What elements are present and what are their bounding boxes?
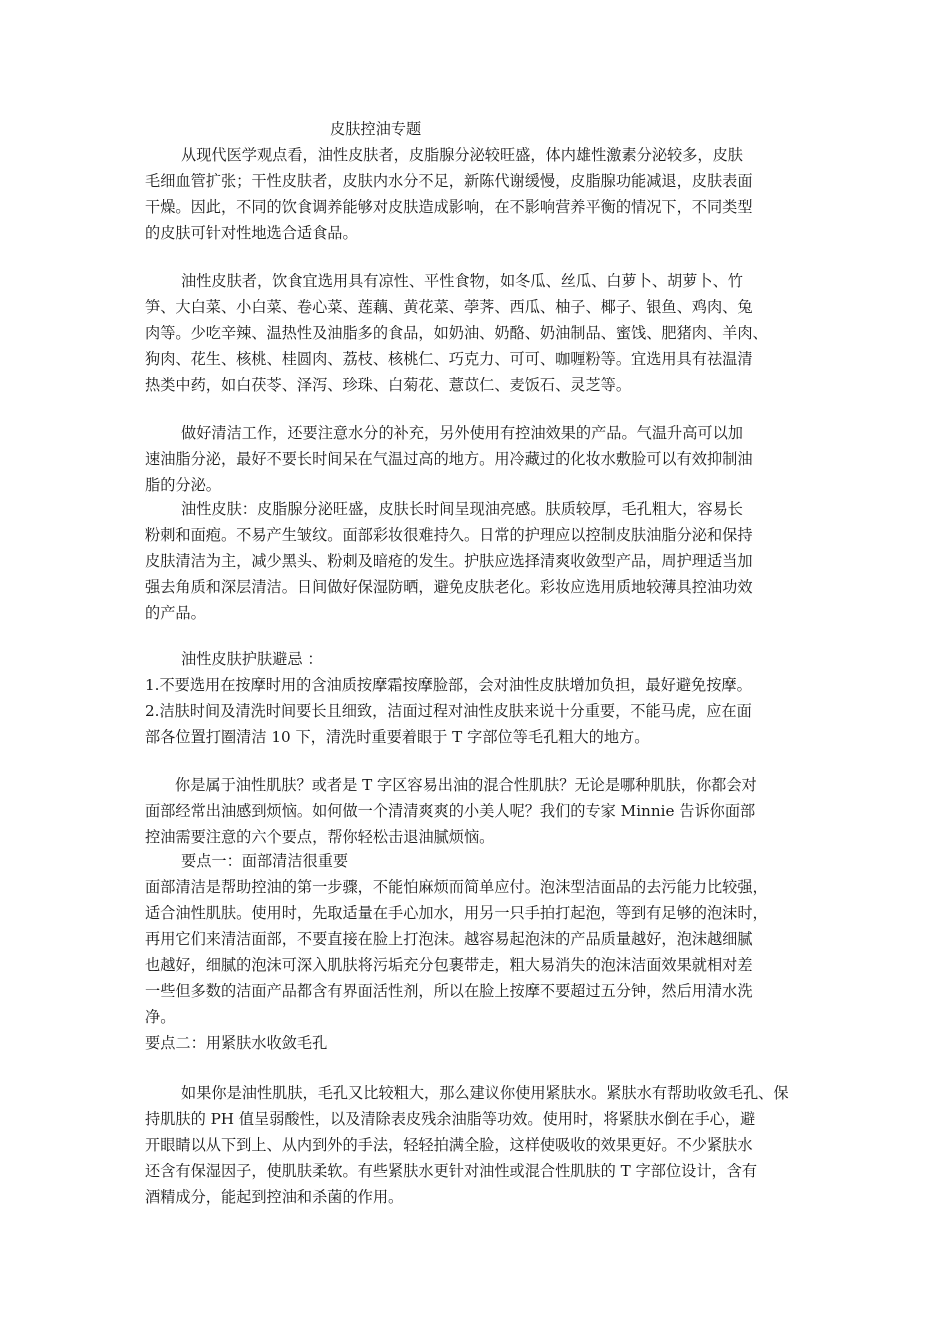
paragraph-line xyxy=(145,1236,810,1262)
paragraph-line: 的产品。 xyxy=(145,604,206,622)
paragraph-line: 一些但多数的洁面产品都含有界面活性剂，所以在脸上按摩不要超过五分钟，然后用清水洗 xyxy=(145,982,753,1000)
paragraph-line: 面部经常出油感到烦恼。如何做一个清清爽爽的小美人呢？我们的专家 Minnie 告诉你面部 xyxy=(145,802,756,820)
paragraph-line: 你是属于油性肌肤？或者是 T 字区容易出油的混合性肌肤？无论是哪种肌肤，你都会对 xyxy=(175,776,757,794)
paragraph-line: 从现代医学观点看，油性皮肤者，皮脂腺分泌较旺盛，体内雄性激素分泌较多，皮肤 xyxy=(181,146,743,164)
paragraph-line: 持肌肤的 PH 值呈弱酸性，以及清除表皮残余油脂等功效。使用时，将紧肤水倒在手心，避 xyxy=(145,1110,756,1128)
paragraph-line: 狗肉、花生、核桃、桂圆肉、荔枝、核桃仁、巧克力、可可、咖喱粉等。宜选用具有祛温清 xyxy=(145,350,753,368)
paragraph-line: 毛细血管扩张；干性皮肤者，皮肤内水分不足，新陈代谢缓慢，皮脂腺功能减退，皮肤表面 xyxy=(145,172,753,190)
paragraph-line: 速油脂分泌，最好不要长时间呆在气温过高的地方。用冷藏过的化妆水敷脸可以有效抑制油 xyxy=(145,450,753,468)
paragraph-line: 的皮肤可针对性地选合适食品。 xyxy=(145,224,358,242)
paragraph-line: 酒精成分，能起到控油和杀菌的作用。 xyxy=(145,1188,404,1206)
paragraph-line: 适合油性肌肤。使用时，先取适量在手心加水，用另一只手拍打起泡，等到有足够的泡沫时， xyxy=(145,904,768,922)
section-heading: 油性皮肤护肤避忌 ： xyxy=(181,650,323,668)
paragraph-line: 面部清洁是帮助控油的第一步骤，不能怕麻烦而简单应付。泡沫型洁面品的去污能力比较强， xyxy=(145,878,768,896)
paragraph-line: 油性皮肤者，饮食宜选用具有凉性、平性食物，如冬瓜、丝瓜、白萝卜、胡萝卜、竹 xyxy=(181,272,743,290)
paragraph-line: 油性皮肤：皮脂腺分泌旺盛，皮肤长时间呈现油亮感。肤质较厚，毛孔粗大，容易长 xyxy=(181,500,743,518)
section-heading: 如果你是油性肌肤，毛孔又比较粗大，那么建议你使用紧肤水。紧肤水有帮助收敛毛孔、保 xyxy=(181,1084,789,1102)
paragraph-line: 脂的分泌。 xyxy=(145,476,221,494)
paragraph-line: 强去角质和深层清洁。日间做好保湿防晒，避免皮肤老化。彩妆应选用质地较薄具控油功效 xyxy=(145,578,753,596)
paragraph-line: 再用它们来清洁面部，不要直接在脸上打泡沫。越容易起泡沫的产品质量越好，泡沫越细腻 xyxy=(145,930,753,948)
document-title: 皮肤控油专题 xyxy=(330,120,422,138)
paragraph-line: 笋、大白菜、小白菜、卷心菜、莲藕、黄花菜、荸荠、西瓜、柚子、椰子、银鱼、鸡肉、兔 xyxy=(145,298,753,316)
paragraph-line: 皮肤清洁为主，减少黑头、粉刺及暗疮的发生。护肤应选择清爽收敛型产品，周护理适当加 xyxy=(145,552,753,570)
paragraph-line: 控油需要注意的六个要点，帮你轻松击退油腻烦恼。 xyxy=(145,828,495,846)
list-item: 2.洁肤时间及清洗时间要长且细致，洁面过程对油性皮肤来说十分重要，不能马虎，应在面 xyxy=(145,702,752,720)
list-item-continuation: 部各位置打圈清洁 10 下，清洗时重要着眼于 T 字部位等毛孔粗大的地方。 xyxy=(145,728,650,746)
paragraph-line: 粉刺和面疱。不易产生皱纹。面部彩妆很难持久。日常的护理应以控制皮肤油脂分泌和保持 xyxy=(145,526,753,544)
section-heading: 要点一：面部清洁很重要 xyxy=(181,852,349,870)
paragraph-line: 要点二：用紧肤水收敛毛孔 xyxy=(145,1034,328,1052)
paragraph-line: 净。 xyxy=(145,1008,176,1026)
paragraph-line: 还含有保湿因子，使肌肤柔软。有些紧肤水更针对油性或混合性肌肤的 T 字部位设计，含有 xyxy=(145,1162,758,1180)
paragraph-line: 干燥。因此，不同的饮食调养能够对皮肤造成影响，在不影响营养平衡的情况下，不同类型 xyxy=(145,198,753,216)
paragraph-line: 开眼睛以从下到上、从内到外的手法，轻轻拍满全脸，这样使吸收的效果更好。不少紧肤水 xyxy=(145,1136,753,1154)
paragraph-line: 做好清洁工作，还要注意水分的补充，另外使用有控油效果的产品。气温升高可以加 xyxy=(181,424,743,442)
paragraph-line: 肉等。少吃辛辣、温热性及油脂多的食品，如奶油、奶酪、奶油制品、蜜饯、肥猪肉、羊肉、 xyxy=(145,324,768,342)
paragraph-line: 热类中药，如白茯苓、泽泻、珍珠、白菊花、薏苡仁、麦饭石、灵芝等。 xyxy=(145,376,631,394)
paragraph-line xyxy=(145,1210,810,1236)
list-item: 1.不要选用在按摩时用的含油质按摩霜按摩脸部，会对油性皮肤增加负担，最好避免按摩。 xyxy=(145,676,752,694)
paragraph-line: 也越好，细腻的泡沫可深入肌肤将污垢充分包裹带走，粗大易消失的泡沫洁面效果就相对差 xyxy=(145,956,753,974)
